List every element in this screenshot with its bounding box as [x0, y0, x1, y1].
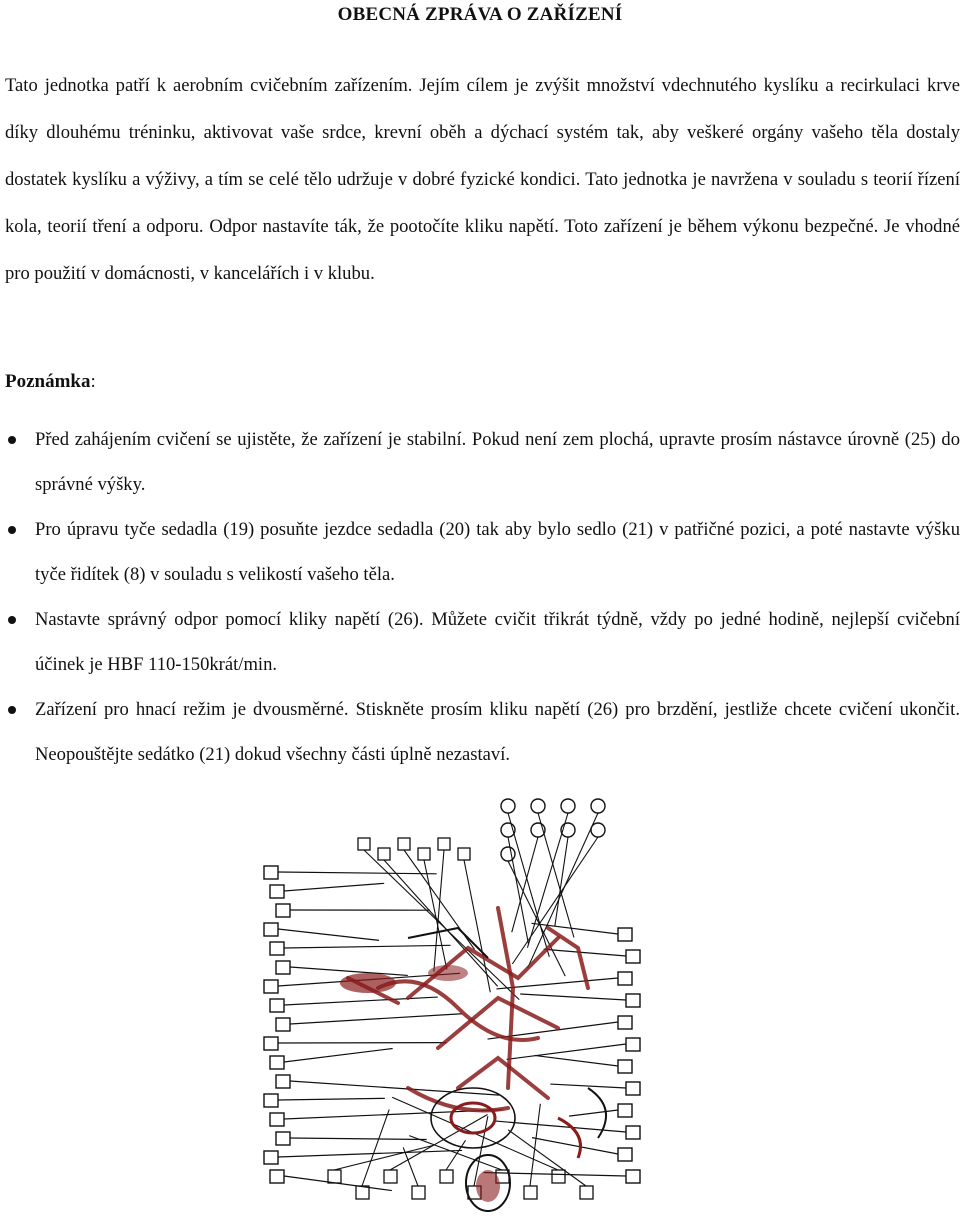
- note-item-1: [5, 417, 960, 507]
- note-item-4: [5, 687, 960, 777]
- note-item-text: Nastavte správný odpor pomocí kliky napětí (26). Můžete cvičit třikrát týdně, vždy po jedné hodině, nejlepší cvičební účinek je HBF 110-150krát/min.: [35, 609, 960, 675]
- bullet-icon: [8, 526, 16, 534]
- note-heading-label: Poznámka: [5, 371, 91, 392]
- note-heading: [5, 368, 96, 396]
- note-item-2: [5, 507, 960, 597]
- diagram-svg: [258, 788, 678, 1220]
- note-heading-colon: :: [91, 371, 96, 392]
- note-item-text: Zařízení pro hnací režim je dvousměrné. Stiskněte prosím kliku napětí (26) pro brzdění, jestliže chcete cvičení ukončit. Neopouštějte sedátko (21) dokud všechny části úplně nezastaví.: [35, 699, 960, 765]
- document-title: OBECNÁ ZPRÁVA O ZAŘÍZENÍ: [0, 2, 960, 28]
- note-list: [5, 417, 960, 777]
- note-item-text: Před zahájením cvičení se ujistěte, že zařízení je stabilní. Pokud není zem plochá, upravte prosím nástavce úrovně (25) do správné výšky.: [35, 429, 960, 495]
- bullet-icon: [8, 706, 16, 714]
- bullet-icon: [8, 616, 16, 624]
- intro-paragraph: Tato jednotka patří k aerobním cvičebním zařízením. Jejím cílem je zvýšit množství vdechnutého kyslíku a recirkulaci krve díky dlouhému tréninku, aktivovat vaše srdce, krevní oběh a dýchací systém tak, aby veškeré orgány vašeho těla dostaly dostatek kyslíku a výživy, a tím se celé tělo udržuje v dobré fyzické kondici. Tato jednotka je navržena v souladu s teorií řízení kola, teorií tření a odporu. Odpor nastavíte ták, že pootočíte kliku napětí. Toto zařízení je během výkonu bezpečné. Je vhodné pro použití v domácnosti, v kancelářích i v klubu.: [5, 62, 960, 297]
- bullet-icon: [8, 436, 16, 444]
- exploded-bike-diagram-icon: [258, 788, 678, 1220]
- note-item-3: [5, 597, 960, 687]
- note-item-text: Pro úpravu tyče sedadla (19) posuňte jezdce sedadla (20) tak aby bylo sedlo (21) v patřičné pozici, a poté nastavte výšku tyče řidítek (8) v souladu s velikostí vašeho těla.: [35, 519, 960, 585]
